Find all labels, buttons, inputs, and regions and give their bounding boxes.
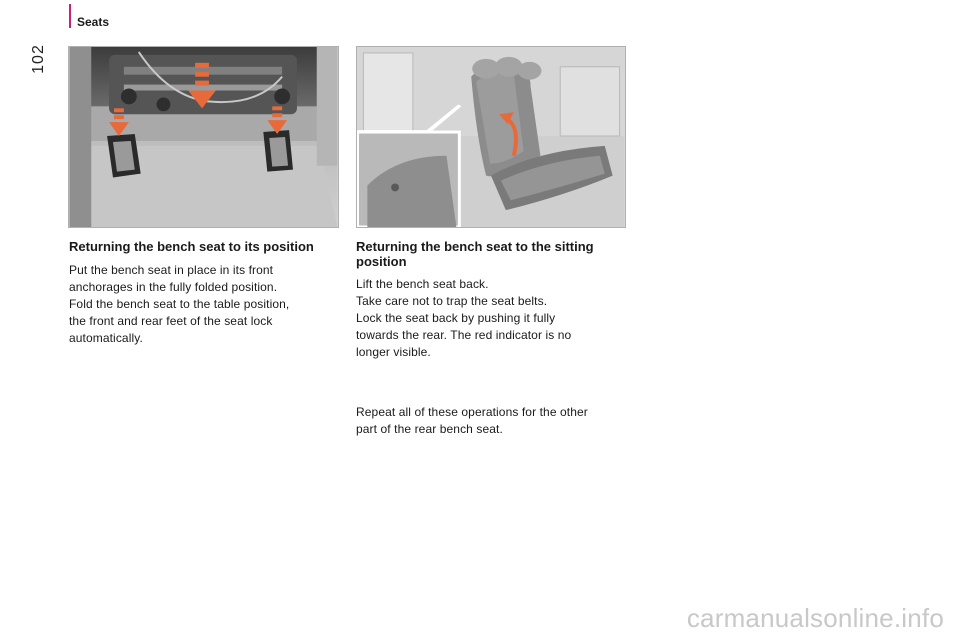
left-line: Fold the bench seat to the table position, — [69, 297, 290, 311]
right-line: Lift the bench seat back. — [356, 277, 489, 291]
repeat-paragraph — [356, 404, 588, 438]
right-line: longer visible. — [356, 345, 431, 359]
repeat-line: part of the rear bench seat. — [356, 422, 503, 436]
right-heading-line: Returning the bench seat to the sitting — [356, 239, 594, 254]
left-line: automatically. — [69, 331, 143, 345]
right-heading — [356, 239, 594, 269]
right-line: Take care not to trap the seat belts. — [356, 294, 548, 308]
repeat-line: Repeat all of these operations for the other — [356, 405, 588, 419]
left-heading: Returning the bench seat to its position — [69, 239, 314, 254]
bench-anchorage-illustration — [68, 46, 339, 228]
right-line: towards the rear. The red indicator is no — [356, 328, 572, 342]
left-paragraph — [69, 262, 289, 347]
section-accent-bar — [69, 4, 71, 28]
right-paragraph — [356, 276, 571, 361]
left-line: Put the bench seat in place in its front — [69, 263, 274, 277]
watermark: carmanualsonline.info — [686, 603, 944, 633]
right-heading-line: position — [356, 254, 407, 269]
left-line: anchorages in the fully folded position. — [69, 280, 278, 294]
bench-seat-illustration — [356, 46, 626, 228]
left-line: the front and rear feet of the seat lock — [69, 314, 273, 328]
section-title: Seats — [77, 15, 110, 29]
right-line: Lock the seat back by pushing it fully — [356, 311, 556, 325]
page-number: 102 — [30, 44, 47, 74]
